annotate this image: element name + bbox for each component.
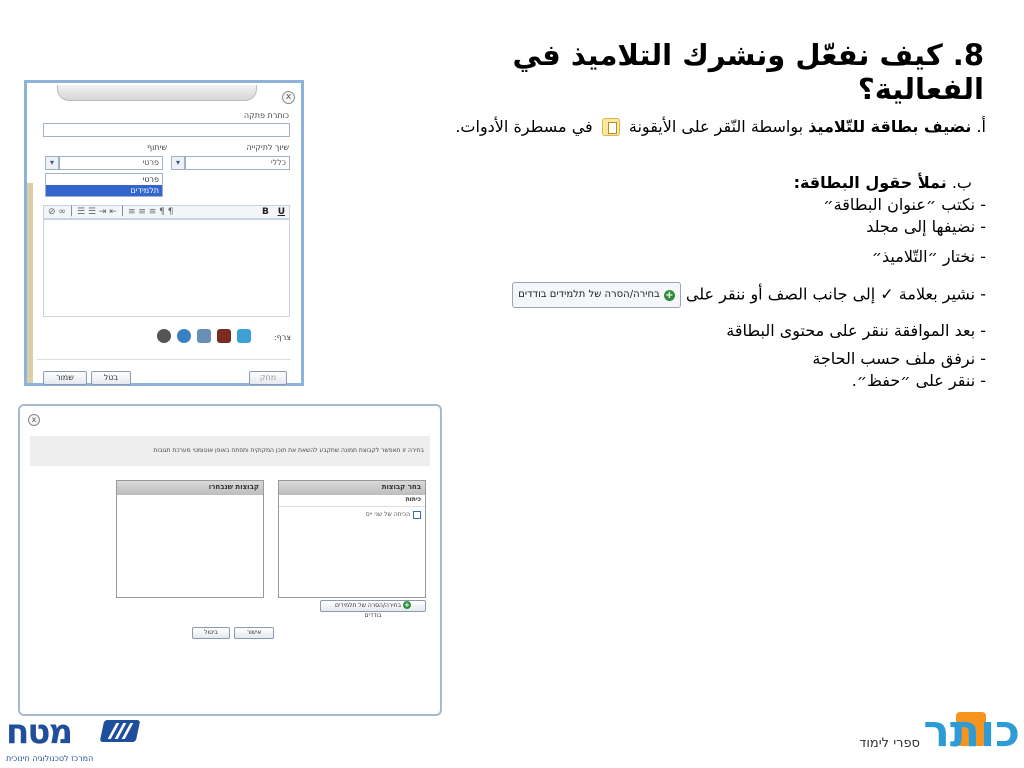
groups-panel: [278, 480, 426, 598]
groups-panel-title: בחר קבוצות: [279, 481, 425, 495]
share-option-private[interactable]: פרטי: [142, 175, 159, 184]
step-b-bold: نملأ حقول البطاقة:: [793, 173, 947, 192]
bullet-5: - بعد الموافقة ننقر على محتوى البطاقة: [726, 321, 986, 340]
step-b-prefix: ب.: [951, 173, 972, 192]
add-card-icon: [602, 118, 620, 136]
select-individual-students-button[interactable]: [512, 282, 681, 308]
category-select[interactable]: כללי: [185, 156, 290, 170]
image-icon[interactable]: [237, 329, 251, 343]
category-label: שיוך לתיקייה: [246, 143, 289, 152]
link-icon[interactable]: [197, 329, 211, 343]
bullet-4-text: - نشير بعلامة ✓ إلى جانب الصف أو ننقر على: [685, 284, 986, 304]
kotar-logo-subtitle: ספרי לימוד: [859, 736, 920, 751]
cancel-button[interactable]: ביטול: [192, 627, 230, 639]
dialog-tab: [57, 85, 257, 101]
bullet-2: - نضيفها إلى مجلد: [866, 217, 986, 236]
link-icon[interactable]: ⊘ ∞ │ ☰ ☰ ⇥ ⇤ │ ≡ ≡ ≡ ¶ ¶: [48, 207, 174, 217]
bullet-6: - نرفق ملف حسب الحاجة: [812, 349, 986, 368]
slide-title: 8. كيف نفعّل ونشرك التلاميذ في الفعالية؟: [512, 38, 984, 106]
title-field[interactable]: [43, 123, 290, 137]
close-icon[interactable]: x: [282, 91, 295, 104]
chevron-down-icon[interactable]: ▾: [171, 156, 185, 170]
save-button[interactable]: שמור: [43, 371, 87, 385]
share-label: שיתוף: [146, 143, 167, 152]
list-item[interactable]: [279, 507, 425, 523]
matach-logo-mark: [100, 720, 141, 742]
selected-groups-panel: [116, 480, 264, 598]
classes-header: כיתות: [279, 495, 425, 507]
bullet-3: - نختار ״التّلاميذ״: [871, 247, 986, 266]
divider: [37, 359, 291, 360]
step-b: [346, 172, 986, 194]
editor-toolbar: [43, 205, 290, 219]
step-a-prefix: أ.: [976, 117, 986, 136]
bullet-1: - نكتب ״عنوان البطاقة״: [823, 195, 986, 214]
close-icon[interactable]: x: [28, 414, 40, 426]
select-individual-students-label: בחירה/הסרה של תלמידים בודדים: [335, 602, 402, 619]
share-dropdown: [45, 173, 163, 197]
audio-icon[interactable]: [217, 329, 231, 343]
instructions: [346, 116, 986, 392]
kotar-logo-word: כותר: [923, 706, 1020, 757]
plus-icon: +: [404, 601, 410, 609]
chevron-down-icon[interactable]: ▾: [45, 156, 59, 170]
film-icon[interactable]: [157, 329, 171, 343]
matach-logo: [4, 712, 144, 764]
step-a-bold: نضيف بطاقة للتّلاميذ: [808, 117, 972, 136]
attach-label: צרף:: [273, 333, 291, 342]
class-name: הכיתה של שני ייס: [365, 511, 410, 518]
matach-logo-word: מטח: [6, 712, 72, 752]
bullet-4: [346, 282, 986, 308]
info-bar: בחירה זו תאפשר לקבוצת תמונה שתקבע להשאת את תוכן המקוקית ותפתח באופן אוטומטי מערכת תגובות: [30, 436, 430, 466]
bullet-7: - ننقر على ״حفظ״.: [851, 371, 986, 390]
selected-groups-title: קבוצות שנבחרו: [117, 481, 263, 495]
background-strip: [27, 183, 33, 383]
matach-logo-subtitle: המרכז לטכנולוגיה חינוכית: [6, 754, 94, 763]
underline-button[interactable]: U: [277, 207, 285, 217]
checkbox[interactable]: [413, 511, 421, 519]
plus-icon: +: [665, 289, 674, 301]
bold-button[interactable]: B: [261, 207, 269, 217]
group-dialog: [18, 404, 442, 716]
step-a: [346, 116, 986, 138]
step-a-suffix: في مسطرة الأدوات.: [455, 117, 593, 136]
editor-area[interactable]: [43, 219, 290, 317]
step-a-text: بواسطة النّقر على الأيقونة: [628, 117, 804, 136]
share-select[interactable]: פרטי: [59, 156, 163, 170]
select-individual-students-button[interactable]: [320, 600, 426, 619]
card-dialog: [24, 80, 304, 386]
title-label: כותרת פתקה: [243, 111, 289, 120]
attach-icons: [157, 329, 251, 343]
kotar-logo: [830, 706, 1020, 764]
delete-button[interactable]: מחק: [249, 371, 287, 385]
confirm-button[interactable]: אישור: [234, 627, 274, 639]
share-option-students[interactable]: תלמידים: [46, 185, 162, 196]
select-individual-students-label: בחירה/הסרה של תלמידים בודדים: [518, 289, 660, 300]
cancel-button[interactable]: בטל: [91, 371, 131, 385]
globe-icon[interactable]: [177, 329, 191, 343]
